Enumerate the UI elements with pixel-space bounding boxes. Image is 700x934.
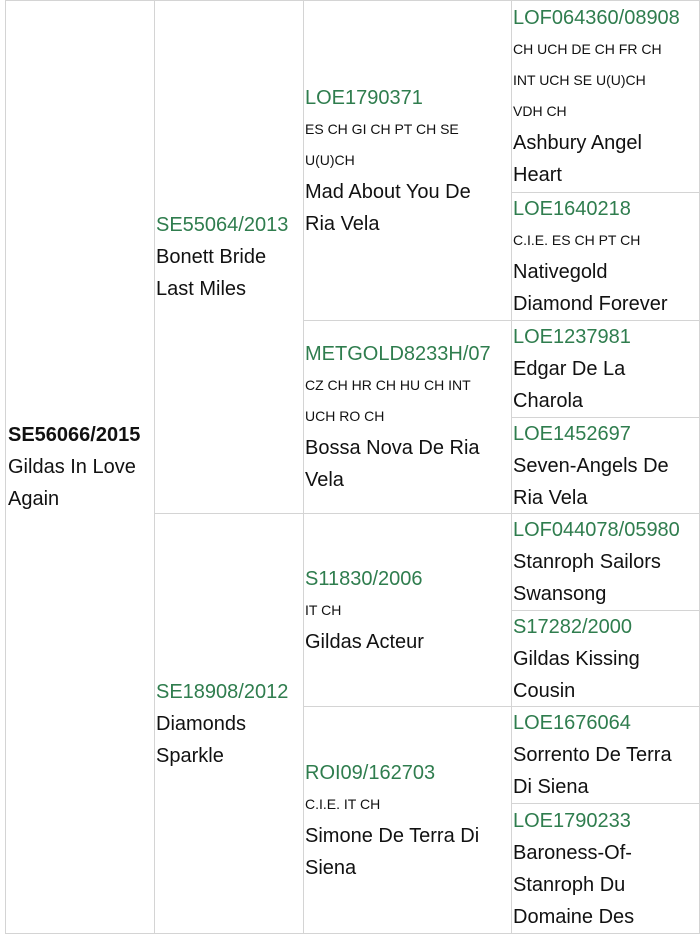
- ssd-name-line-1: Nativegold: [513, 261, 608, 283]
- dds-cell: [511, 706, 700, 804]
- dam-dam-cell: [303, 706, 512, 934]
- sire-name-line-1: Bonett Bride: [156, 246, 267, 268]
- dsd-name-line-2: Cousin: [513, 679, 576, 702]
- ssd-reg-link[interactable]: LOE1640218: [513, 198, 631, 220]
- subject-reg: SE56066/2015: [8, 424, 141, 446]
- sdd-cell: [511, 417, 700, 514]
- sire-dam-titles-line-1: CZ CH HR CH HU CH INT: [305, 377, 471, 393]
- subject-name-line-1: Gildas In Love: [8, 456, 136, 478]
- dds-name-line-1: Sorrento De Terra: [513, 744, 672, 766]
- subject-name-line-2: Again: [8, 488, 60, 510]
- ssd-name-line-2: Diamond Forever: [513, 293, 668, 315]
- dss-name-line-1: Stanroph Sailors: [513, 551, 661, 573]
- sds-name-line-2: Charola: [513, 390, 584, 412]
- ddd-name-line-3: Domaine Des: [513, 905, 635, 928]
- dam-sire-titles-line-1: IT CH: [305, 601, 342, 618]
- sire-dam-reg-link[interactable]: METGOLD8233H/07: [305, 343, 491, 365]
- sire-cell: [154, 0, 304, 514]
- dam-cell: [154, 513, 304, 934]
- ssd-titles-line-1: C.I.E. ES CH PT CH: [513, 232, 641, 248]
- dsd-reg-link[interactable]: S17282/2000: [513, 615, 633, 638]
- dds-reg-link[interactable]: LOE1676064: [513, 712, 631, 734]
- subject-cell: [5, 0, 155, 934]
- ddd-name-line-2: Stanroph Du: [513, 873, 626, 896]
- sss-name-line-1: Ashbury Angel: [513, 132, 642, 154]
- dam-name-line-1: Diamonds: [156, 712, 247, 735]
- dam-sire-cell: [303, 513, 512, 707]
- sire-dam-name-line-2: Vela: [305, 469, 344, 491]
- sds-name-line-1: Edgar De La: [513, 358, 626, 380]
- sire-sire-name-line-1: Mad About You De: [305, 180, 471, 203]
- sds-cell: [511, 320, 700, 418]
- ddd-name-line-1: Baroness-Of-: [513, 841, 632, 864]
- sds-reg-link[interactable]: LOE1237981: [513, 326, 631, 348]
- sdd-name-line-2: Ria Vela: [513, 486, 588, 509]
- sire-dam-titles-line-2: UCH RO CH: [305, 408, 385, 424]
- sire-dam-name-line-1: Bossa Nova De Ria: [305, 437, 480, 459]
- sss-titles-line-1: CH UCH DE CH FR CH: [513, 41, 662, 57]
- dam-sire-reg-link[interactable]: S11830/2006: [305, 567, 423, 590]
- dam-dam-name-line-1: Simone De Terra Di: [305, 824, 480, 847]
- sire-sire-name-line-2: Ria Vela: [305, 212, 380, 235]
- ssd-cell: [511, 192, 700, 321]
- sss-titles-line-2: INT UCH SE U(U)CH: [513, 72, 646, 88]
- dsd-cell: [511, 610, 700, 707]
- sire-reg-link[interactable]: SE55064/2013: [156, 214, 289, 236]
- dds-name-line-2: Di Siena: [513, 776, 589, 798]
- dam-dam-name-line-2: Siena: [305, 856, 357, 879]
- ddd-reg-link[interactable]: LOE1790233: [513, 809, 631, 832]
- sire-sire-titles-line-1: ES CH GI CH PT CH SE: [305, 120, 459, 137]
- dss-cell: [511, 513, 700, 611]
- sire-sire-reg-link[interactable]: LOE1790371: [305, 86, 423, 109]
- dss-name-line-2: Swansong: [513, 583, 607, 605]
- sire-dam-cell: [303, 320, 512, 514]
- sire-sire-cell: [303, 0, 512, 321]
- sdd-name-line-1: Seven-Angels De: [513, 454, 669, 477]
- dam-name-line-2: Sparkle: [156, 744, 224, 767]
- sire-name-line-2: Last Miles: [156, 278, 247, 300]
- sire-sire-titles-line-2: U(U)CH: [305, 151, 355, 168]
- dss-reg-link[interactable]: LOF044078/05980: [513, 519, 680, 541]
- ddd-cell: [511, 803, 700, 934]
- dam-dam-titles-line-1: C.I.E. IT CH: [305, 795, 381, 812]
- sss-name-line-2: Heart: [513, 164, 562, 186]
- dsd-name-line-1: Gildas Kissing: [513, 647, 640, 670]
- dam-sire-name-line-1: Gildas Acteur: [305, 630, 424, 653]
- sss-titles-line-3: VDH CH: [513, 103, 567, 119]
- sss-cell: [511, 0, 700, 193]
- dam-reg-link[interactable]: SE18908/2012: [156, 680, 289, 703]
- dam-dam-reg-link[interactable]: ROI09/162703: [305, 761, 436, 784]
- sdd-reg-link[interactable]: LOE1452697: [513, 422, 631, 445]
- sss-reg-link[interactable]: LOF064360/08908: [513, 7, 680, 29]
